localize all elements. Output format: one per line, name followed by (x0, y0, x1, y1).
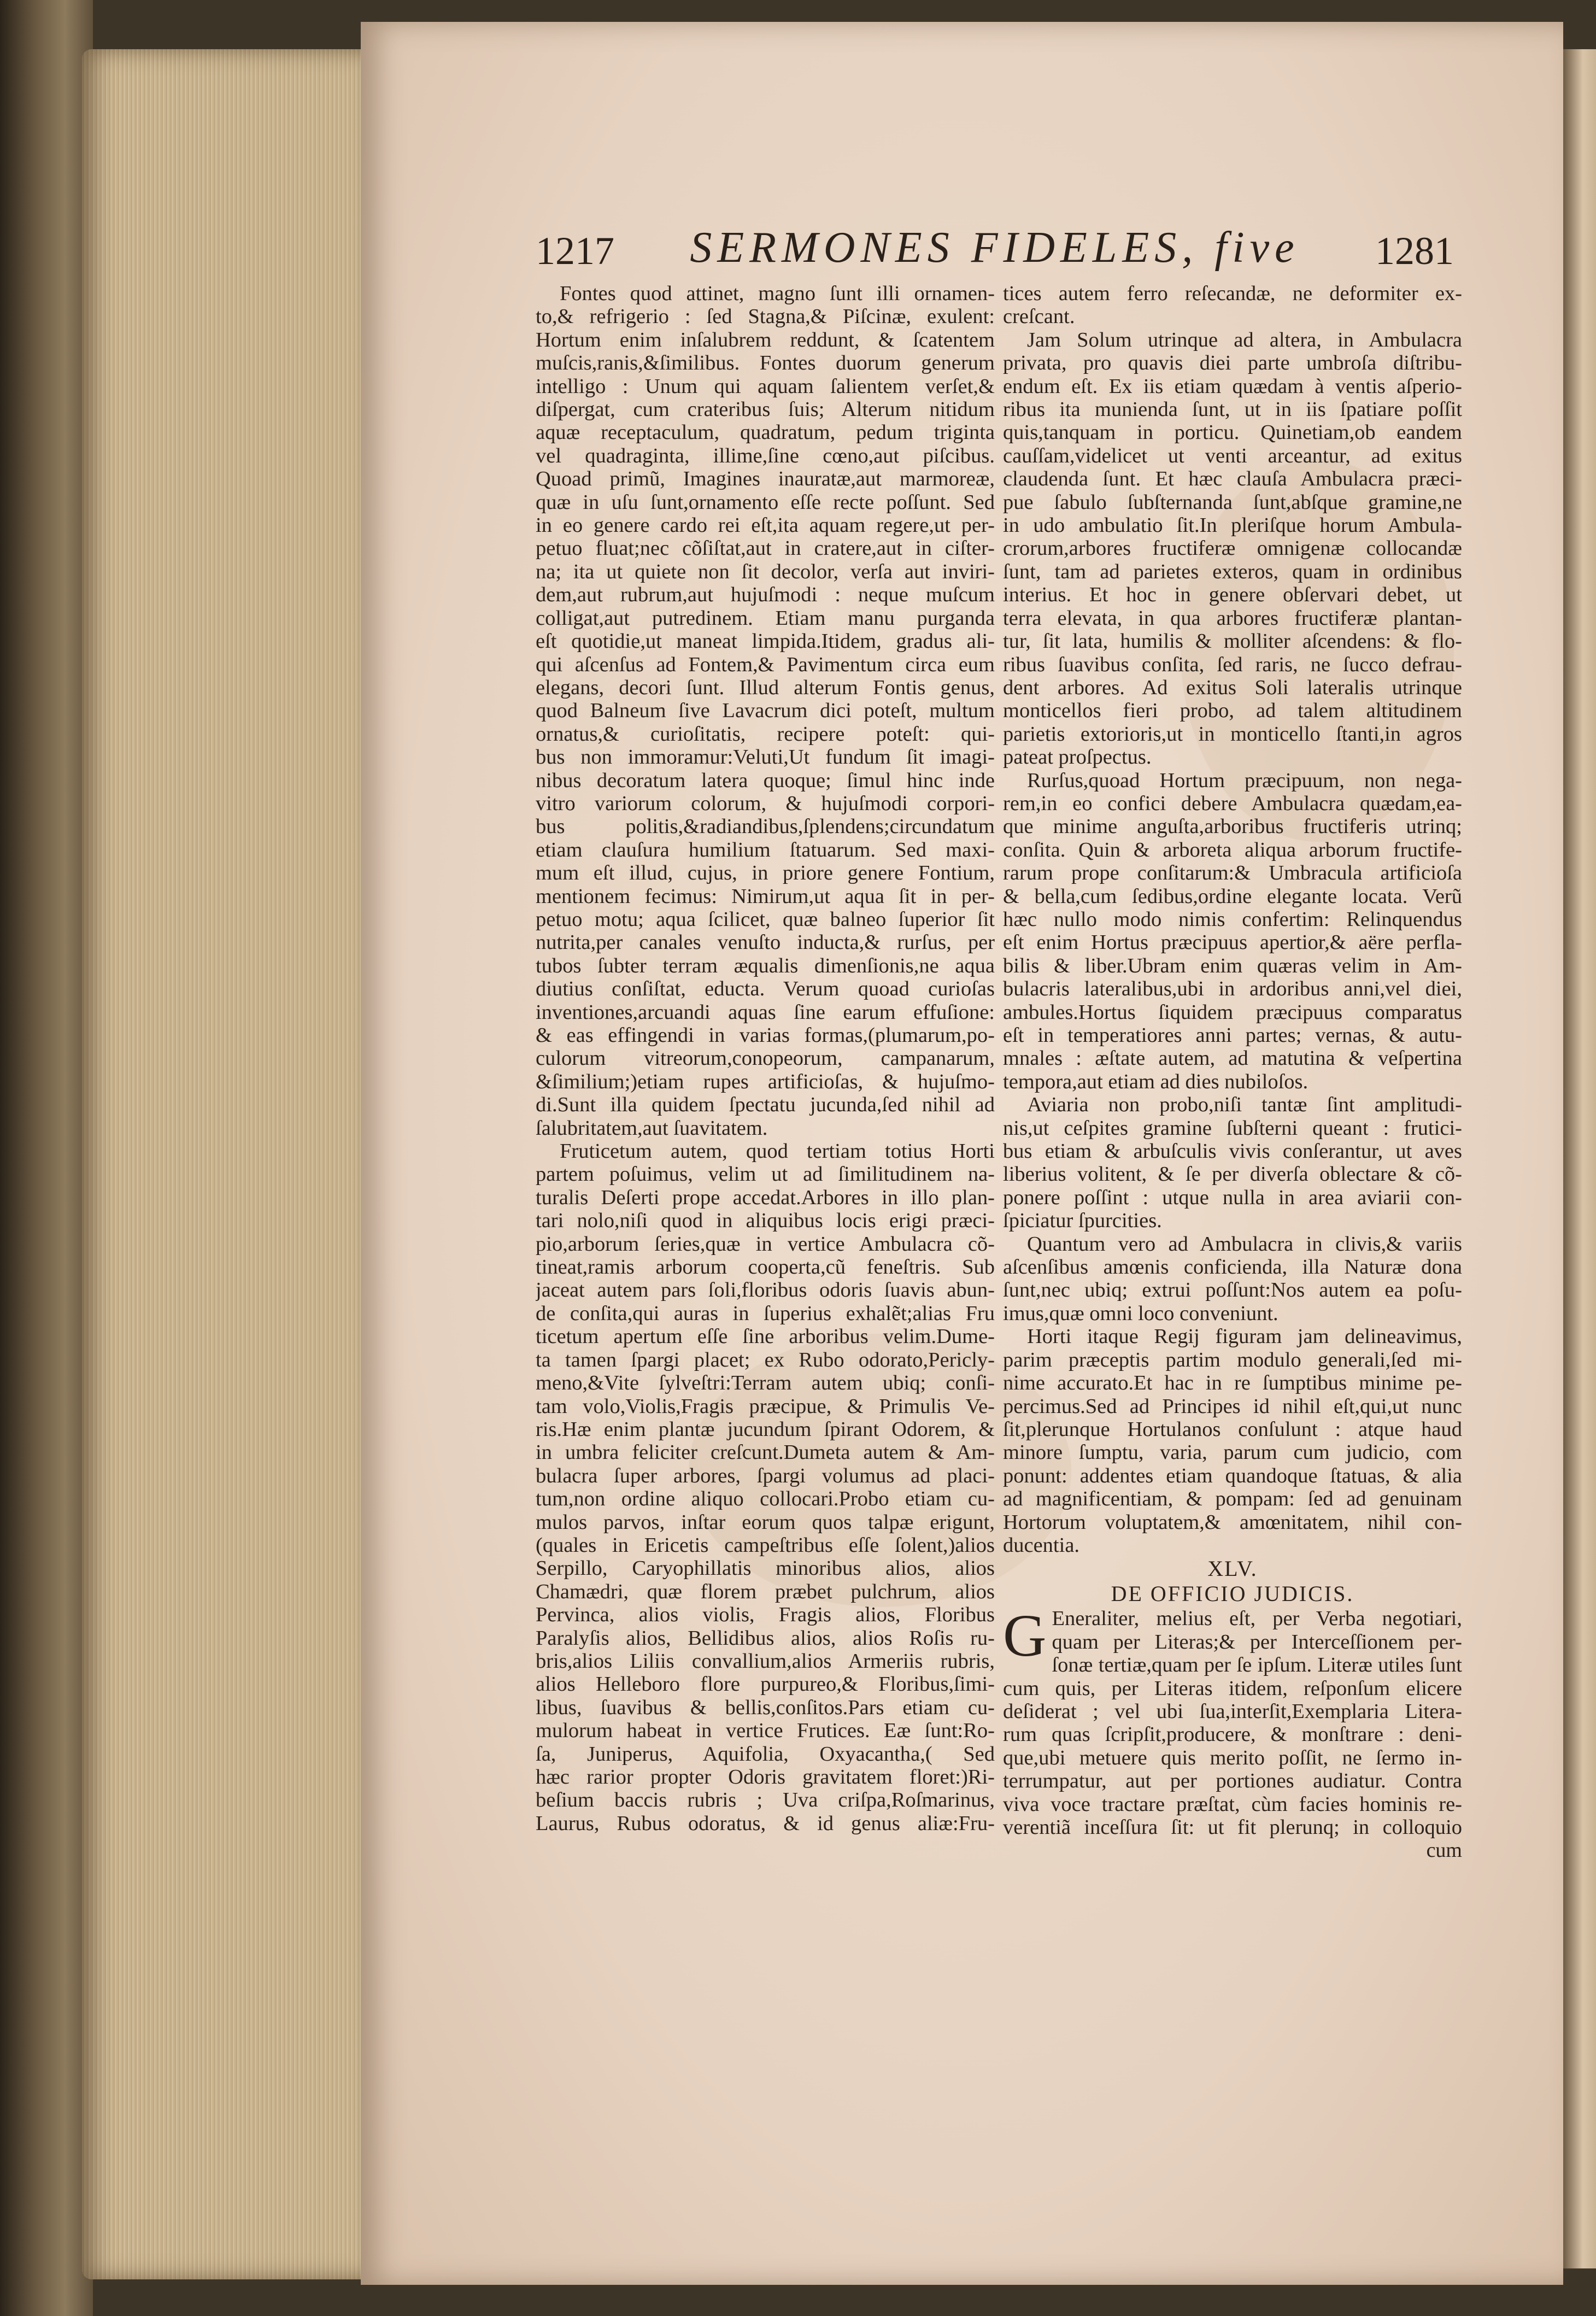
right-text-block (1003, 282, 1462, 1557)
text-line: bus politis,&radiandibus,ſplendens;circundatum (536, 815, 995, 839)
catchword: cum (1426, 1839, 1462, 1862)
text-line: nis,ut ceſpites gramine ſubſterni queant : frutici- (1003, 1116, 1462, 1140)
text-line: Laurus, Rubus odoratus, & id genus aliæ:Fru- (536, 1811, 995, 1835)
text-line: tum,non ordine aliquo collocari.Probo etiam cu- (536, 1487, 995, 1511)
text-line: tineat,ramis arborum cooperta,cũ feneſtris. Sub (536, 1256, 995, 1279)
text-line: Horti itaque Regij figuram jam delineavimus, (1027, 1325, 1462, 1348)
text-line: culorum vitreorum,conopeorum, campanarum, (536, 1047, 995, 1070)
text-line: libus, ſuavibus & bellis,conſitos.Pars etiam cu- (536, 1696, 995, 1719)
text-line: dem,aut rubrum,aut hujuſmodi : neque muſcum (536, 583, 995, 607)
text-line: ſpiciatur ſpurcities. (1003, 1209, 1162, 1233)
page-number-right: 1281 (1375, 229, 1454, 273)
text-line: que,ubi metuere quis merito poſſit, ne ſermo in- (1003, 1746, 1462, 1769)
text-line: &ſimilium;)etiam rupes artificioſas, & hujuſmo- (536, 1070, 995, 1093)
text-line: de conſita,qui auras in ſuperius exhalẽt;alias Fru (536, 1301, 995, 1325)
text-line: quam per Literas;& per Interceſſionem per- (1052, 1630, 1462, 1654)
text-line: hæc nullo modo nimis confertim: Relinquendus (1003, 907, 1462, 931)
text-line: Eneraliter, melius eſt, per Verba negotiari, (1052, 1607, 1462, 1631)
text-line: eſt enim Hortus præcipuus apertior,& aëre perfla- (1003, 931, 1462, 954)
text-line: vel quadraginta, illime,ſine cœno,aut piſcibus. (536, 444, 995, 467)
section-number: XLV. (1207, 1556, 1258, 1581)
text-line: privata, pro quavis diei parte umbroſa diſtribu- (1003, 351, 1462, 375)
text-line: ponunt: addentes etiam quandoque ſtatuas, & alia (1003, 1464, 1462, 1487)
text-line: tur, ſit lata, humilis & molliter aſcendens: & flo- (1003, 630, 1462, 653)
text-line: elegans, decori ſunt. Illud alterum Fontis genus, (536, 676, 995, 699)
book-page (361, 22, 1563, 2285)
text-line: Quantum vero ad Ambulacra in clivis,& variis (1027, 1232, 1462, 1256)
text-line: cum quis, per Literas itidem, reſponſum elicere (1003, 1676, 1462, 1700)
text-line: meno,&Vite ſylveſtri:Terram autem ubiq; conſi- (536, 1371, 995, 1395)
text-line: in umbra feliciter creſcunt.Dumeta autem & Am- (536, 1441, 995, 1464)
text-line: colligat,aut putredinem. Etiam manu purganda (536, 606, 995, 630)
text-line: ticetum apertum eſſe ſine arboribus velim.Dume- (536, 1325, 995, 1348)
text-line: aquæ receptaculum, quadratum, pedum triginta (536, 421, 995, 444)
text-line: rarum prope conſitarum:& Umbracula artificioſa (1003, 861, 1462, 885)
text-line: muſcis,ranis,&ſimilibus. Fontes duorum generum (536, 351, 995, 375)
text-line: tubos ſubter terram æqualis dimenſionis,ne aqua (536, 954, 995, 977)
text-line: pio,arborum ſeries,quæ in vertice Ambulacra cõ- (536, 1232, 995, 1256)
text-line: ſonæ tertiæ,quam per ſe ipſum. Literæ utiles ſunt (1052, 1654, 1462, 1677)
text-line: mum eſt illud, cujus, in priore genere Fontium, (536, 861, 995, 885)
text-line: conſita. Quin & arboreta aliqua arborum fructife- (1003, 838, 1462, 861)
text-line: quis,tanquam in porticu. Quinetiam,ob eandem (1003, 421, 1462, 444)
text-line: ambules.Hortus ſiquidem præcipuus comparatus (1003, 1000, 1462, 1024)
text-line: ſunt, tam ad parietes exteros, quam in ordinibus (1003, 560, 1462, 583)
text-line: alios Helleboro flore purpureo,& Floribus,ſimi- (536, 1673, 995, 1696)
text-line: Serpillo, Caryophillatis minoribus alios, alios (536, 1557, 995, 1580)
text-line: ad magnificentiam, & pompam: ſed ad genuinam (1003, 1487, 1462, 1511)
text-line: eſt quotidie,ut maneat limpida.Itidem, gradus ali- (536, 630, 995, 653)
text-line: pateat proſpectus. (1003, 746, 1152, 769)
text-line: terra elevata, in qua arbores fructiferæ plantan- (1003, 606, 1462, 630)
text-line: (quales in Ericetis campeſtribus eſſe ſolent,)alios (536, 1533, 995, 1557)
text-line: partem poſuimus, velim ut ad ſimilitudinem na- (536, 1163, 995, 1186)
right-text-column (1003, 282, 1462, 1862)
text-line: hæc rarior propter Odoris gravitatem floret:)Ri- (536, 1766, 995, 1789)
text-line: quod Balneum ſive Lavacrum dici poteſt, multum (536, 699, 995, 723)
text-line: quæ in uſu ſunt,ornamento eſſe recte poſſunt. Sed (536, 490, 995, 514)
text-line: ta tamen ſpargi placet; ex Rubo odorato,Pericly- (536, 1348, 995, 1371)
text-line: Pervinca, alios violis, Fragis alios, Floribus (536, 1603, 995, 1627)
text-line: ſalubritatem,aut ſuavitatem. (536, 1116, 768, 1140)
facing-page-edge (1563, 49, 1596, 2268)
text-line: ſit,plerunque Hortulanos conſulunt : atque haud (1003, 1417, 1462, 1441)
text-line: tam volo,Violis,Fragis præcipue, & Primulis Ve- (536, 1394, 995, 1418)
text-line: petuo motu; aqua ſcilicet, quæ balneo ſuperior ſit (536, 907, 995, 931)
text-line: nutrita,per canales venuſto inducta,& rurſus, per (536, 931, 995, 954)
text-line: vitro variorum colorum, & hujuſmodi corpori- (536, 791, 995, 815)
text-line: Chamædri, quæ florem præbet pulchrum, alios (536, 1580, 995, 1603)
text-line: endum eſt. Ex iis etiam quædam à ventis aſperio- (1003, 374, 1462, 398)
text-line: mentionem fecimus: Nimirum,ut aqua ſit in per- (536, 884, 995, 908)
text-line: intelligo : Unum qui aquam ſalientem verſet,& (536, 374, 995, 398)
text-line: turalis Deſerti prope accedat.Arbores in illo plan- (536, 1186, 995, 1209)
text-line: di.Sunt illa quidem ſpectatu jucunda,ſed nihil ad (536, 1093, 995, 1117)
text-line: nime accurato.Et hac in re ſumptibus minime pe- (1003, 1371, 1462, 1395)
text-line: & eas effingendi in varias formas,(plumarum,po- (536, 1024, 995, 1047)
text-line: ornatus,& curioſitatis, recipere poteſt: qui- (536, 722, 995, 746)
running-title: SERMONES FIDELES, five (690, 224, 1300, 272)
text-line: percimus.Sed ad Principes id nihil eſt,qui,ut nunc (1003, 1394, 1462, 1418)
page-number-left: 1217 (536, 229, 614, 273)
book-cover-edge (0, 0, 93, 2316)
text-line: to,& refrigerio : ſed Stagna,& Piſcinæ, exulent: (536, 305, 995, 329)
text-line: ponere poſſint : utque nulla in area aviarii con- (1003, 1186, 1462, 1209)
text-line: na; ita ut quiete non ſit decolor, verſa aut inviri- (536, 560, 995, 583)
text-line: Fruticetum autem, quod tertiam totius Horti (560, 1140, 995, 1163)
text-line: bris,alios Liliis convallium,alios Armeriis rubris, (536, 1649, 995, 1673)
text-line: rum quas ſcripſit,producere, & monſtrare : deni- (1003, 1723, 1462, 1746)
text-line: pue ſabulo ſubſternanda ſunt,abſque gramine,ne (1003, 490, 1462, 514)
section-opening-text (1003, 1602, 1462, 1839)
text-line: ducentia. (1003, 1533, 1080, 1557)
drop-capital: G (1003, 1602, 1047, 1669)
text-line: Jam Solum utrinque ad altera, in Ambulacra (1027, 328, 1462, 351)
text-line: aſcenſibus amœnis conficienda, illa Naturæ dona (1003, 1256, 1462, 1279)
text-line: Paralyſis alios, Bellidibus alios, alios Roſis ru- (536, 1626, 995, 1650)
text-line: etiam clauſura humilium ſtatuarum. Sed maxi- (536, 838, 995, 861)
text-line: rem,in eo confici debere Ambulacra quædam,ea- (1003, 791, 1462, 815)
text-line: inventiones,arcuandi aquas ſine earum effuſione: (536, 1000, 995, 1024)
text-line: Hortorum voluptatem,& amœnitatem, nihil con- (1003, 1510, 1462, 1534)
text-line: Rurſus,quoad Hortum præcipuum, non nega- (1027, 769, 1462, 792)
text-line: minore ſumptu, varia, parum cum judicio, com (1003, 1441, 1462, 1464)
text-line: terrumpatur, aut per portiones audiatur. Contra (1003, 1769, 1462, 1793)
text-line: in eo genere cardo rei eſt,ita aquam regere,ut per- (536, 514, 995, 537)
text-line: imus,quæ omni loco conveniunt. (1003, 1301, 1278, 1325)
text-line: ris.Hæ enim plantæ jucundum ſpirant Odorem, & (536, 1417, 995, 1441)
text-line: crorum,arbores fructiferæ omnigenæ collocandæ (1003, 537, 1462, 560)
left-text-column (536, 282, 995, 1835)
page-block-edge (82, 49, 366, 2279)
text-line: ribus ita munienda ſunt, ut in iis ſpatiare poſſit (1003, 398, 1462, 421)
text-line: ſunt,nec ubiq; extrui poſſunt:Nos autem ea poſu- (1003, 1279, 1462, 1302)
text-line: monticellos fieri probo, ad talem altitudinem (1003, 699, 1462, 723)
text-line: ribus ſuavibus conſita, ſed raris, ne ſucco defrau- (1003, 653, 1462, 676)
text-line: deſiderat ; vel ubi ſua,interſit,Exemplaria Litera- (1003, 1699, 1462, 1723)
text-line: & bella,cum ſedibus,ordine elegante locata. Verũ (1003, 884, 1462, 908)
text-line: mulos parvos, inſtar eorum quos talpæ erigunt, (536, 1510, 995, 1534)
text-line: tari nolo,niſi quod in aliquibus locis erigi præci- (536, 1209, 995, 1233)
text-line: liberius volitent, & ſe per diverſa oblectare & cõ- (1003, 1163, 1462, 1186)
text-line: bus etiam & arbuſculis vivis conſerantur, ut aves (1003, 1140, 1462, 1163)
text-line: tices autem ferro reſecandæ, ne deformiter ex- (1003, 282, 1462, 305)
text-line: bulacris lateralibus,ubi in ardoribus anni,vel diei, (1003, 977, 1462, 1001)
text-line: parietis extorioris,ut in monticello ſtanti,in agros (1003, 722, 1462, 746)
text-line: dent arbores. Ad exitus Soli lateralis utrinque (1003, 676, 1462, 699)
text-line: nibus decoratum latera quoque; ſimul hinc inde (536, 769, 995, 792)
text-line: Hortum enim inſalubrem reddunt, & ſcatentem (536, 328, 995, 351)
text-line: diſpergat, cum crateribus ſuis; Alterum nitidum (536, 398, 995, 421)
text-line: in udo ambulatio ſit.In pleriſque horum Ambula- (1003, 514, 1462, 537)
text-line: diutius conſiſtat, educta. Verum quoad curioſas (536, 977, 995, 1001)
text-line: creſcant. (1003, 305, 1075, 329)
text-line: Fontes quod attinet, magno ſunt illi ornamen- (560, 282, 995, 305)
text-line: interius. Et hoc in genere obſervari debet, ut (1003, 583, 1462, 607)
text-line: Quoad primũ, Imagines inauratæ,aut marmoreæ, (536, 467, 995, 491)
text-line: verentiã inceſſura ſit: ut fit plerunq; in colloquio (1003, 1816, 1462, 1839)
section-title: DE OFFICIO JUDICIS. (1111, 1581, 1354, 1606)
text-line: qui aſcenſus ad Fontem,& Pavimentum circa eum (536, 653, 995, 676)
text-line: beſium baccis rubris ; Uva criſpa,Roſmarinus, (536, 1789, 995, 1812)
text-line: ſa, Juniperus, Aquifolia, Oxyacantha,( Sed (536, 1742, 995, 1766)
text-line: petuo fluat;nec cõſiſtat,aut in cratere,aut in ciſter- (536, 537, 995, 560)
text-line: bus non immoramur:Veluti,Ut fundum ſit imagi- (536, 746, 995, 769)
text-line: Aviaria non probo,niſi tantæ ſint amplitudi- (1027, 1093, 1462, 1117)
text-line: jaceat autem pars ſoli,floribus odoris ſuavis abun- (536, 1279, 995, 1302)
text-line: parim præceptis partim modulo generali,ſed mi- (1003, 1348, 1462, 1371)
text-line: tempora,aut etiam ad dies nubiloſos. (1003, 1070, 1309, 1093)
text-line: viva voce tractare præſtat, cùm facies hominis re- (1003, 1792, 1462, 1816)
text-line: claudenda ſunt. Et hæc clauſa Ambulacra præci- (1003, 467, 1462, 491)
text-line: bilis & liber.Ubram enim quæras velim in Am- (1003, 954, 1462, 977)
text-line: cauſſam,videlicet ut venti arceantur, ad exitus (1003, 444, 1462, 467)
text-line: eſt in temperatiores anni partes; vernas, & autu- (1003, 1024, 1462, 1047)
text-line: mnales : æſtate autem, ad matutina & veſpertina (1003, 1047, 1462, 1070)
text-line: mulorum habeat in vertice Frutices. Eæ ſunt:Ro- (536, 1719, 995, 1743)
text-line: bulacra ſuper arbores, ſpargi volumus ad placi- (536, 1464, 995, 1487)
text-line: que minime anguſta,arboribus fructiferis utrinq; (1003, 815, 1462, 839)
page-header (536, 223, 1454, 283)
